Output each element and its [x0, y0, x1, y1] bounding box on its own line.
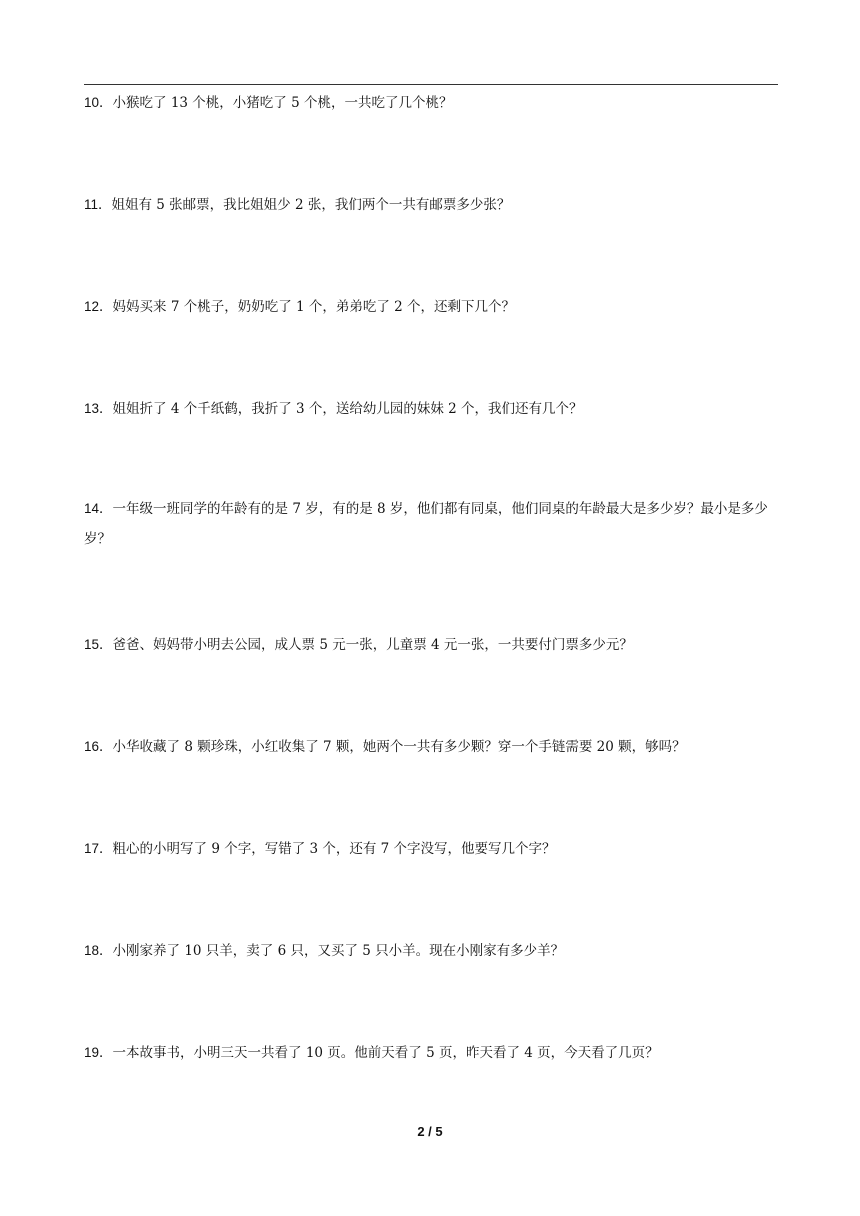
- question-14: [84, 494, 784, 554]
- question-number: 11．: [84, 197, 112, 212]
- question-number: 18．: [84, 943, 113, 958]
- question-text: 小华收藏了 8 颗珍珠，小红收集了 7 颗，她两个一共有多少颗？穿一个手链需要 20 颗，够吗？: [112, 739, 686, 755]
- question-text: 妈妈买来 7 个桃子，奶奶吃了 1 个，弟弟吃了 2 个，还剩下几个？: [112, 299, 516, 315]
- question-10: [84, 88, 784, 118]
- question-number: 13．: [84, 401, 113, 416]
- question-number: 10．: [84, 95, 113, 110]
- question-text: 小刚家养了 10 只羊，卖了 6 只，又买了 5 只小羊。现在小刚家有多少羊？: [112, 943, 565, 959]
- question-19: [84, 1038, 784, 1068]
- question-16: [84, 732, 784, 762]
- page-number: 2 / 5: [417, 1124, 443, 1139]
- question-text: 一本故事书，小明三天一共看了 10 页。他前天看了 5 页，昨天看了 4 页，今天看了几页？: [112, 1045, 659, 1061]
- question-text: 一年级一班同学的年龄有的是 7 岁，有的是 8 岁，他们都有同桌，他们同桌的年龄最大是多少岁？最小是多少岁？: [84, 501, 768, 547]
- question-11: [84, 190, 784, 220]
- question-text: 爸爸、妈妈带小明去公园，成人票 5 元一张，儿童票 4 元一张，一共要付门票多少元？: [112, 637, 633, 653]
- question-number: 15．: [84, 637, 113, 652]
- question-text: 粗心的小明写了 9 个字，写错了 3 个，还有 7 个字没写，他要写几个字？: [112, 841, 556, 857]
- question-18: [84, 936, 784, 966]
- question-number: 12．: [84, 299, 113, 314]
- question-number: 16．: [84, 739, 113, 754]
- question-text: 小猴吃了 13 个桃，小猪吃了 5 个桃，一共吃了几个桃？: [112, 95, 453, 111]
- question-17: [84, 834, 784, 864]
- question-15: [84, 630, 784, 660]
- question-text: 姐姐有 5 张邮票，我比姐姐少 2 张，我们两个一共有邮票多少张？: [111, 197, 511, 213]
- question-number: 14．: [84, 501, 113, 516]
- header-rule: [84, 84, 778, 85]
- question-13: [84, 394, 784, 424]
- question-text: 姐姐折了 4 个千纸鹤，我折了 3 个，送给幼儿园的妹妹 2 个，我们还有几个？: [112, 401, 583, 417]
- question-number: 19．: [84, 1045, 113, 1060]
- question-number: 17．: [84, 841, 113, 856]
- question-12: [84, 292, 784, 322]
